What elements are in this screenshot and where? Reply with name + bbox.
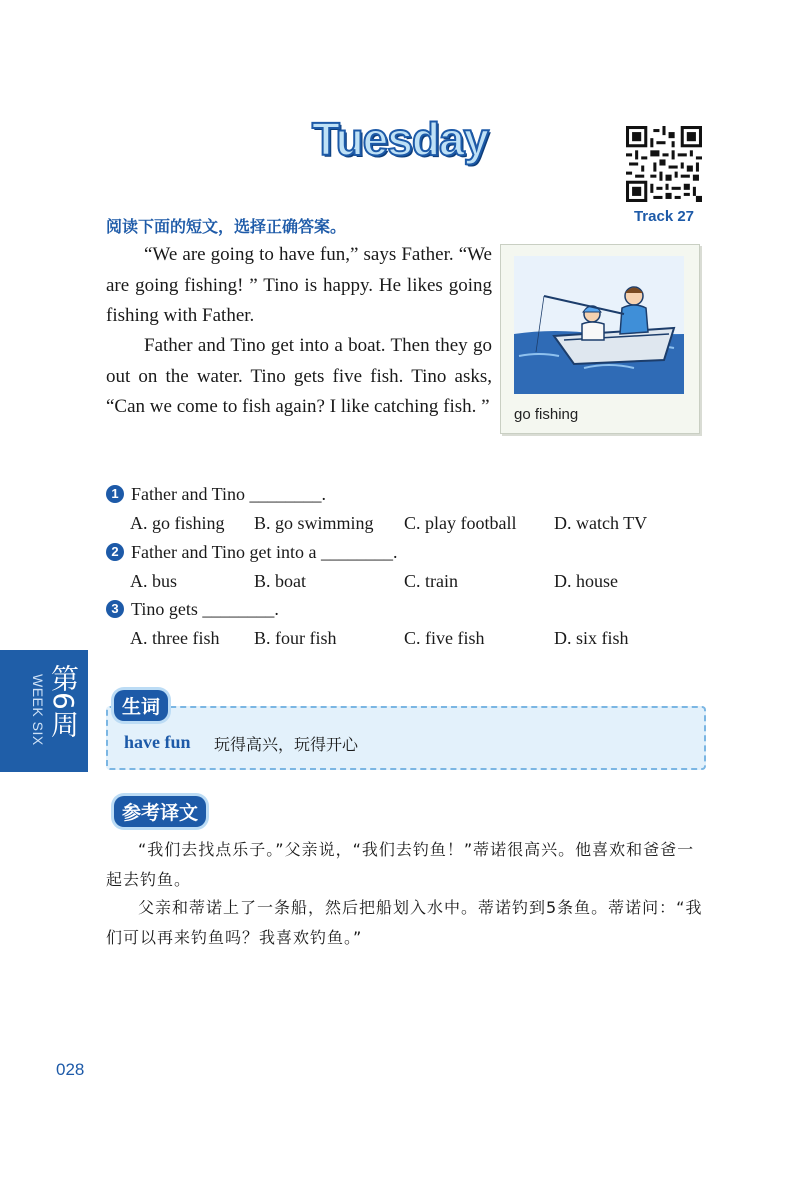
question-number-badge: 1	[106, 485, 124, 503]
fishing-illustration	[514, 256, 684, 394]
translation-paragraph-2: 父亲和蒂诺上了一条船，然后把船划入水中。蒂诺钓到5条鱼。蒂诺问：“我们可以再来钓鱼吗？我喜欢钓鱼。”	[106, 898, 703, 947]
option-a[interactable]: A. three fish	[130, 628, 220, 648]
week-tab-chinese: 第6周	[47, 664, 80, 738]
vocab-definition: 玩得高兴，玩得开心	[214, 735, 359, 754]
option-d[interactable]: D. house	[554, 571, 618, 591]
option-b[interactable]: B. four fish	[254, 628, 337, 648]
question-text: Tino gets ________.	[131, 599, 279, 619]
option-d[interactable]: D. six fish	[554, 628, 629, 648]
option-c[interactable]: C. train	[404, 571, 458, 591]
passage-paragraph-2: Father and Tino get into a boat. Then they go out on the water. Tino gets five fish. Tino asks, “Can we come to fish again? I like catching fish. ”	[106, 335, 492, 417]
vocab-box	[106, 706, 706, 770]
option-a[interactable]: A. bus	[130, 571, 178, 591]
illustration-caption: go fishing	[514, 406, 579, 423]
passage-paragraph-1: “We are going to have fun,” says Father. “We are going fishing! ” Tino is happy. He likes going fishing with Father.	[106, 244, 492, 326]
option-c[interactable]: C. play football	[404, 513, 517, 533]
option-b[interactable]: B. boat	[254, 571, 306, 591]
instruction-text: 阅读下面的短文，选择正确答案。	[106, 217, 347, 236]
page-title: Tuesday	[311, 113, 489, 165]
option-b[interactable]: B. go swimming	[254, 513, 374, 533]
question-text: Father and Tino ________.	[131, 484, 327, 504]
question-3	[106, 598, 279, 620]
translation-badge: 参考译文	[114, 796, 206, 827]
qr-code-icon[interactable]	[626, 126, 702, 202]
vocab-badge: 生词	[114, 690, 168, 721]
page-number: 028	[56, 1060, 85, 1079]
option-a[interactable]: A. go fishing	[130, 513, 225, 533]
track-label: Track 27	[633, 208, 695, 225]
question-text: Father and Tino get into a ________.	[131, 542, 398, 562]
vocab-word: have fun	[124, 732, 191, 752]
option-d[interactable]: D. watch TV	[554, 513, 648, 533]
question-number-badge: 2	[106, 543, 124, 561]
option-c[interactable]: C. five fish	[404, 628, 485, 648]
question-1	[106, 483, 326, 505]
question-2	[106, 541, 398, 563]
week-tab-english: WEEK SIX	[30, 674, 46, 746]
question-number-badge: 3	[106, 600, 124, 618]
translation-paragraph-1: “我们去找点乐子。”父亲说，“我们去钓鱼！”蒂诺很高兴。他喜欢和爸爸一起去钓鱼。	[106, 840, 695, 889]
